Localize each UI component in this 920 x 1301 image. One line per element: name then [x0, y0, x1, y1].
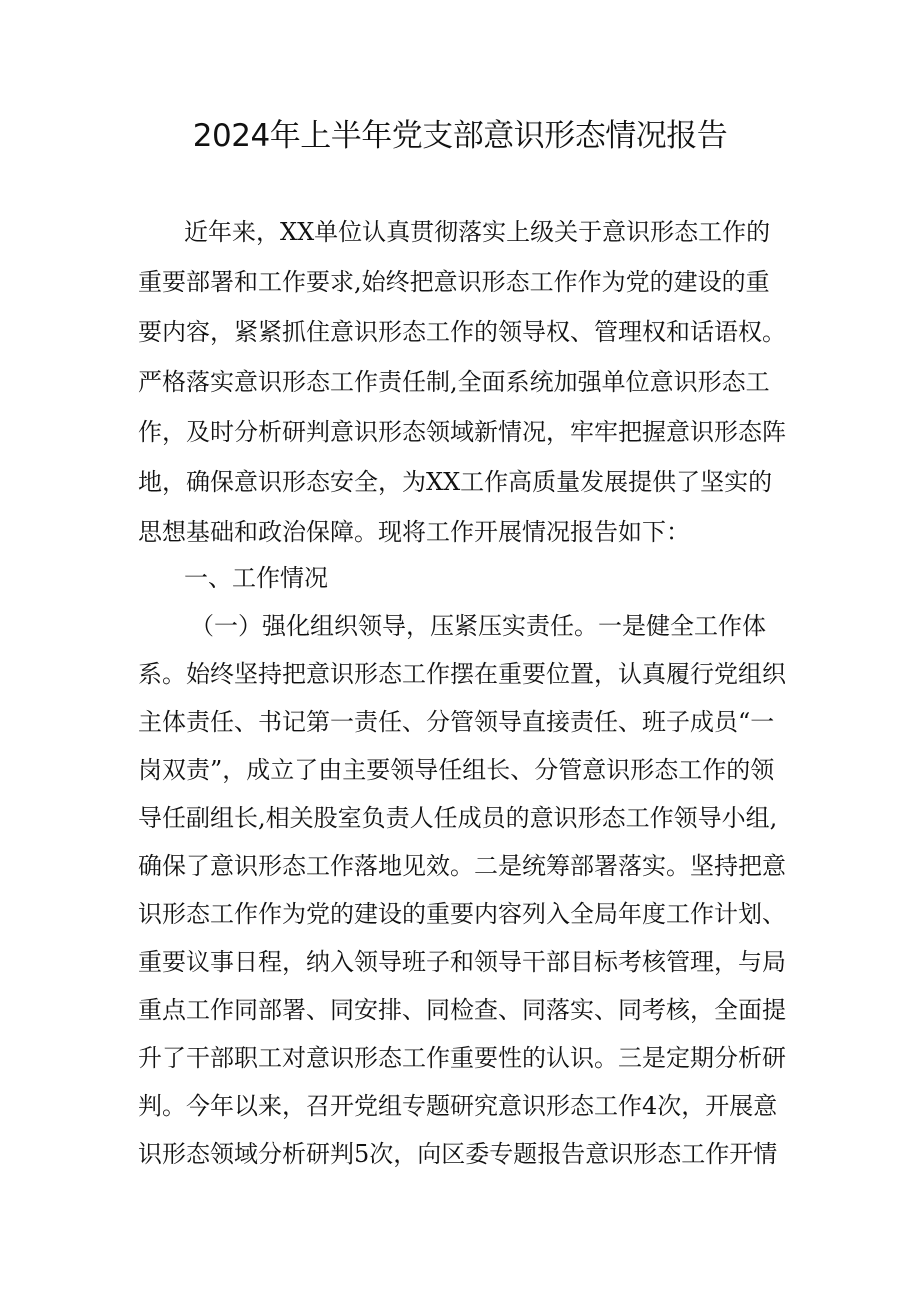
paragraph-line: 地，确保意识形态安全，为XX工作高质量发展提供了坚实的 — [138, 468, 773, 496]
paragraph-line: 岗双责”，成立了由主要领导任组长、分管意识形态工作的领 — [138, 756, 775, 784]
paragraph-line: 要内容，紧紧抓住意识形态工作的领导权、管理权和话语权。 — [138, 318, 786, 346]
paragraph-line: 近年来，XX单位认真贯彻落实上级关于意识形态工作的 — [184, 218, 771, 246]
document-title: 2024年上半年党支部意识形态情况报告 — [192, 118, 728, 154]
paragraph-line: 重点工作同部署、同安排、同检查、同落实、同考核，全面提 — [138, 996, 786, 1024]
paragraph-line: 识形态领域分析研判5次，向区委专题报告意识形态工作开情 — [138, 1140, 778, 1168]
paragraph-line: （一）强化组织领导，压紧压实责任。一是健全工作体 — [190, 612, 766, 640]
paragraph-line: 确保了意识形态工作落地见效。二是统筹部署落实。坚持把意 — [138, 852, 786, 880]
section-heading: 一、工作情况 — [184, 564, 328, 592]
paragraph-line: 主体责任、书记第一责任、分管领导直接责任、班子成员“一 — [138, 708, 775, 736]
paragraph-line: 重要议事日程，纳入领导班子和领导干部目标考核管理，与局 — [138, 948, 786, 976]
paragraph-line: 系。始终坚持把意识形态工作摆在重要位置，认真履行党组织 — [138, 660, 786, 688]
paragraph-line: 思想基础和政治保障。现将工作开展情况报告如下： — [138, 518, 690, 546]
paragraph-line: 升了干部职工对意识形态工作重要性的认识。三是定期分析研 — [138, 1044, 786, 1072]
paragraph-line: 严格落实意识形态工作责任制,全面系统加强单位意识形态工 — [138, 368, 770, 396]
paragraph-line: 判。今年以来，召开党组专题研究意识形态工作4次，开展意 — [138, 1092, 778, 1120]
paragraph-line: 重要部署和工作要求,始终把意识形态工作作为党的建设的重 — [138, 268, 770, 296]
paragraph-line: 导任副组长,相关股室负责人任成员的意识形态工作领导小组, — [138, 804, 778, 832]
paragraph-line: 识形态工作作为党的建设的重要内容列入全局年度工作计划、 — [138, 900, 786, 928]
paragraph-line: 作，及时分析研判意识形态领域新情况，牢牢把握意识形态阵 — [138, 418, 786, 446]
